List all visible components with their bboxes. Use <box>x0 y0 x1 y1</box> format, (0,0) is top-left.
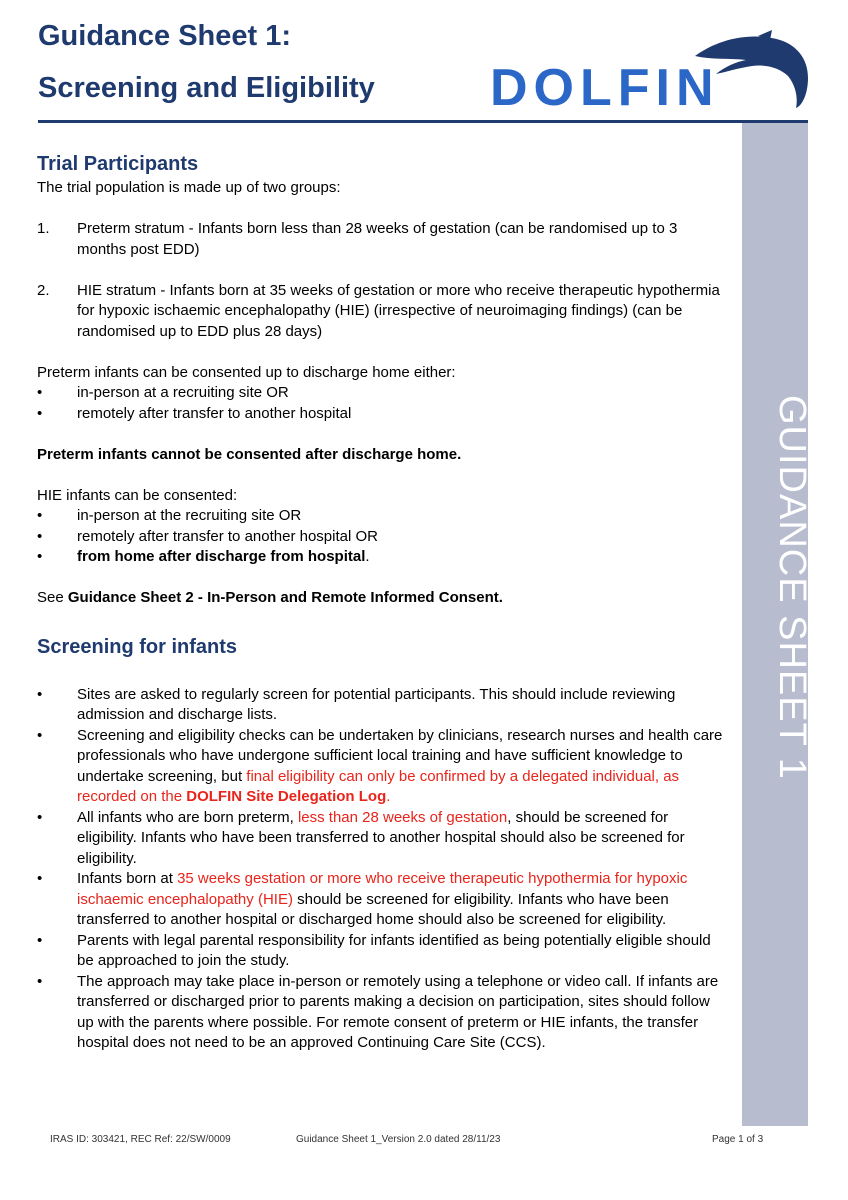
group-item-2: 2. HIE stratum - Infants born at 35 weeks of gestation or more who receive therapeutic hypothermia for hypoxic ischaemic encephalopathy (HIE) (irrespective of neuroimaging findings) (can be randomised up to EDD plus 28 days) <box>37 281 720 340</box>
section-heading-screening: Screening for infants <box>37 635 238 658</box>
footer-iras: IRAS ID: 303421, REC Ref: 22/SW/0009 <box>50 1134 231 1145</box>
page-title-line1: Guidance Sheet 1: <box>38 20 292 52</box>
sidebar-label-text: GUIDANCE SHEET 1 <box>771 395 813 780</box>
see-reference: See Guidance Sheet 2 - In-Person and Remote Informed Consent. <box>37 589 503 606</box>
screening-bullet-5: • Parents with legal parental responsibility for infants identified as being potentially eligible should be approached to join the study. <box>37 931 711 969</box>
preterm-bullet-2: • remotely after transfer to another hospital <box>37 404 352 422</box>
section-heading-trial-participants: Trial Participants <box>37 153 199 175</box>
logo-text: DOLFIN <box>490 59 720 117</box>
footer-version: Guidance Sheet 1_Version 2.0 dated 28/11/23 <box>296 1134 501 1145</box>
screening-bullet-2: • Screening and eligibility checks can be undertaken by clinicians, research nurses and health care professionals who have undergone sufficient local training and have sufficient knowledge to undertake screening, but final eligibility can only be confirmed by a delegated individual, as recorded on the DOLFIN Site Delegation Log. <box>37 726 723 805</box>
preterm-warning: Preterm infants cannot be consented after discharge home. <box>37 445 462 463</box>
page-title-line2: Screening and Eligibility <box>38 72 375 104</box>
footer-page-number: Page 1 of 3 <box>712 1134 764 1145</box>
header-divider <box>38 120 808 123</box>
hie-bullet-3: • from home after discharge from hospital. <box>37 548 370 565</box>
preterm-intro: Preterm infants can be consented up to discharge home either: <box>37 363 456 381</box>
screening-bullet-3: • All infants who are born preterm, less than 28 weeks of gestation, should be screened for eligibility. Infants who have been transferred to another hospital should also be screened for eligibility. <box>37 808 685 867</box>
screening-bullet-1: • Sites are asked to regularly screen for potential participants. This should include reviewing admission and discharge lists. <box>37 685 676 723</box>
screening-bullet-4: • Infants born at 35 weeks gestation or more who receive therapeutic hypothermia for hypoxic ischaemic encephalopathy (HIE) should be screened for eligibility. Infants who have been transferred to another hospital or discharged home should also be screened for eligibility. <box>37 870 688 928</box>
document-body <box>37 150 727 1054</box>
hie-bullet-2: • remotely after transfer to another hospital OR <box>37 527 378 545</box>
preterm-bullet-1: • in-person at a recruiting site OR <box>37 384 289 401</box>
group-item-1: 1. Preterm stratum - Infants born less than 28 weeks of gestation (can be randomised up to 3 months post EDD) <box>37 220 678 258</box>
hie-intro: HIE infants can be consented: <box>37 486 238 504</box>
trial-intro: The trial population is made up of two groups: <box>37 179 341 196</box>
dolfin-logo <box>490 28 810 117</box>
screening-bullet-6: • The approach may take place in-person or remotely using a telephone or video call. If infants are transferred or discharged prior to parents making a decision on participation, sites should follow up with the parents where possible. For remote consent of preterm or HIE infants, the transfer hospital does not need to be an approved Continuing Care Site (CCS). <box>37 972 719 1051</box>
hie-bullet-1: • in-person at the recruiting site OR <box>37 507 302 524</box>
